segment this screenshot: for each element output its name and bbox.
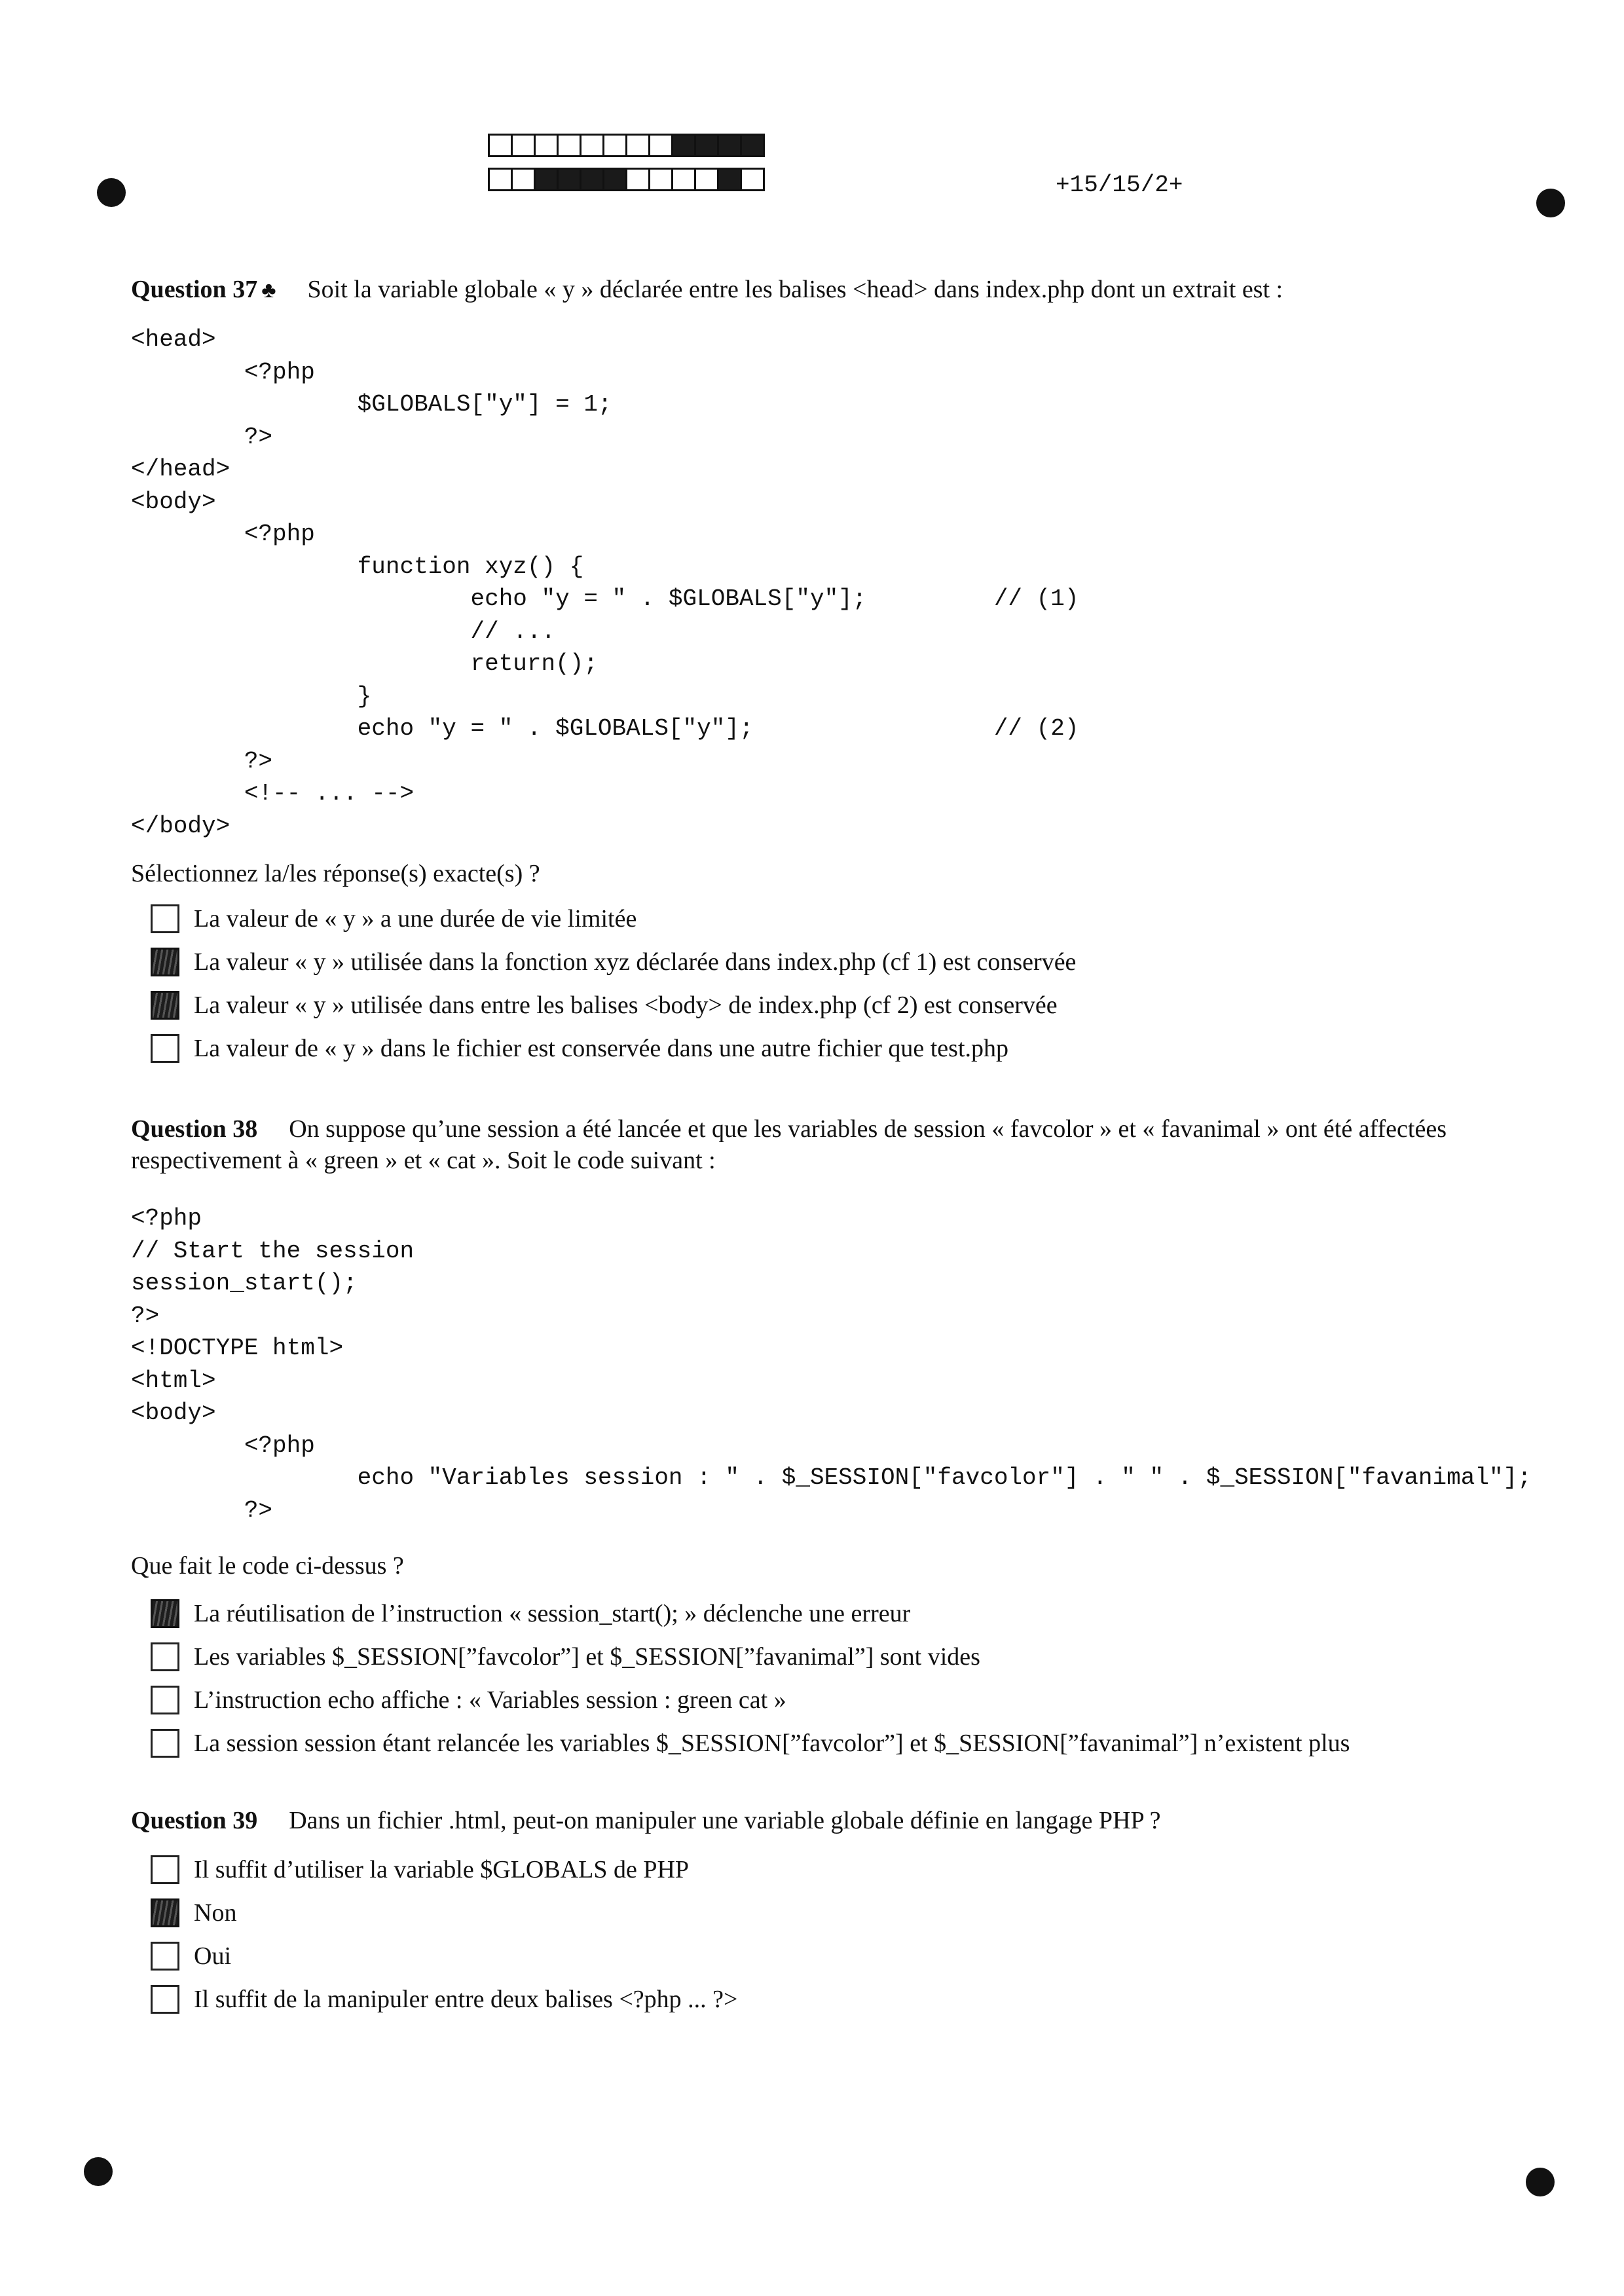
answer-option [151,1891,1545,1935]
barcode-cell [694,134,719,157]
answer-label: La valeur de « y » a une durée de vie limitée [194,905,637,933]
question-header [131,1113,1545,1176]
answer-label: La valeur « y » utilisée dans la fonction xyz déclarée dans index.php (cf 1) est conservée [194,948,1077,976]
barcode-cell [694,168,719,191]
registration-mark-bottom-right [1526,2168,1555,2196]
barcode-cell [534,134,559,157]
barcode-cell [602,134,627,157]
question-number: Question 38 [131,1115,258,1143]
answer-checkbox[interactable] [151,991,179,1020]
barcode-cell [648,168,673,191]
barcode-cell [580,134,604,157]
barcode-cell [557,168,581,191]
answer-checkbox[interactable] [151,1034,179,1063]
barcode-cell [511,134,536,157]
barcode-cell [557,134,581,157]
answer-option [151,1848,1545,1891]
registration-mark-top-right [1536,189,1565,217]
answer-checkbox[interactable] [151,1855,179,1884]
answer-checkbox[interactable] [151,948,179,976]
answer-option [151,1722,1545,1765]
answer-label: La valeur « y » utilisée dans entre les balises <body> de index.php (cf 2) est conservée [194,991,1058,1019]
barcode-cell [648,134,673,157]
registration-mark-bottom-left [84,2157,113,2186]
barcode-cell [717,168,742,191]
barcode-cell [625,168,650,191]
club-marker: ♣ [261,278,276,303]
page-identifier: +15/15/2+ [1056,172,1183,198]
answer-option [151,940,1545,984]
answer-option [151,1935,1545,1978]
barcode-cell [671,134,696,157]
answer-checkbox[interactable] [151,1686,179,1714]
answer-list [151,1848,1545,2021]
barcode-cell [740,134,765,157]
answer-label: La session session étant relancée les variables $_SESSION[”favcolor”] et $_SESSION[”favanimal”] n’existent plus [194,1730,1350,1757]
answer-label: Non [194,1899,237,1927]
answer-checkbox[interactable] [151,1729,179,1758]
code-snippet: <head> <?php $GLOBALS["y"] = 1; ?> </head> <body> <?php function xyz() { echo "y = " . $GLOBALS["y"]; // (1) // ... return(); } echo "y = " . $GLOBALS["y"]; // (2) ?> <!-- ... --> </body> [131,326,1079,840]
answer-list [151,1592,1545,1765]
barcode-cell [488,168,513,191]
answer-checkbox[interactable] [151,1898,179,1927]
barcode-cell [717,134,742,157]
answer-label: La valeur de « y » dans le fichier est conservée dans une autre fichier que test.php [194,1035,1008,1062]
barcode-cell [488,134,513,157]
answer-label: Oui [194,1942,231,1970]
answer-list [151,897,1545,1070]
registration-mark-top-left [97,178,126,207]
question-number: Question 37 ♣ [131,276,276,303]
barcode-cell [671,168,696,191]
question-header [131,1805,1545,1836]
answer-option [151,1678,1545,1722]
page-barcode-bottom [488,168,763,191]
barcode-cell [625,134,650,157]
answer-option [151,984,1545,1027]
answer-label: La réutilisation de l’instruction « session_start(); » déclenche une erreur [194,1600,911,1627]
question-37 [131,274,1545,1070]
answer-option [151,1635,1545,1678]
answer-checkbox[interactable] [151,1599,179,1628]
barcode-cell [740,168,765,191]
question-number: Question 39 [131,1807,258,1834]
answer-label: Les variables $_SESSION[”favcolor”] et $_SESSION[”favanimal”] sont vides [194,1643,980,1671]
answer-checkbox[interactable] [151,1642,179,1671]
answer-label: Il suffit de la manipuler entre deux balises <?php ... ?> [194,1986,738,2013]
question-header [131,274,1545,306]
answer-checkbox[interactable] [151,1985,179,2014]
page-barcode-top [488,134,763,157]
answer-label: L’instruction echo affiche : « Variables session : green cat » [194,1686,786,1714]
question-text: Dans un fichier .html, peut-on manipuler une variable globale définie en langage PHP ? [289,1807,1161,1834]
question-38 [131,1113,1545,1765]
answer-option [151,1592,1545,1635]
question-text: Soit la variable globale « y » déclarée entre les balises <head> dans index.php dont un extrait est : [307,276,1283,303]
barcode-cell [511,168,536,191]
answer-label: Il suffit d’utiliser la variable $GLOBALS de PHP [194,1856,690,1883]
question-text: On suppose qu’une session a été lancée et que les variables de session « favcolor » et « favanimal » ont été affectées respectivement à « green » et « cat ». Soit le code suivant : [131,1115,1447,1174]
barcode-cell [580,168,604,191]
question-39 [131,1805,1545,2021]
barcode-cell [534,168,559,191]
answer-checkbox[interactable] [151,1942,179,1971]
barcode-cell [602,168,627,191]
question-prompt: Que fait le code ci-dessus ? [131,1552,404,1580]
question-prompt: Sélectionnez la/les réponse(s) exacte(s) ? [131,860,540,887]
answer-option [151,1978,1545,2021]
answer-checkbox[interactable] [151,904,179,933]
code-snippet: <?php // Start the session session_start(); ?> <!DOCTYPE html> <html> <body> <?php echo "Variables session : " . $_SESSION["favcolor"] . " " . $_SESSION["favanimal"]; ?> [131,1205,1532,1524]
answer-option [151,897,1545,940]
answer-option [151,1027,1545,1070]
